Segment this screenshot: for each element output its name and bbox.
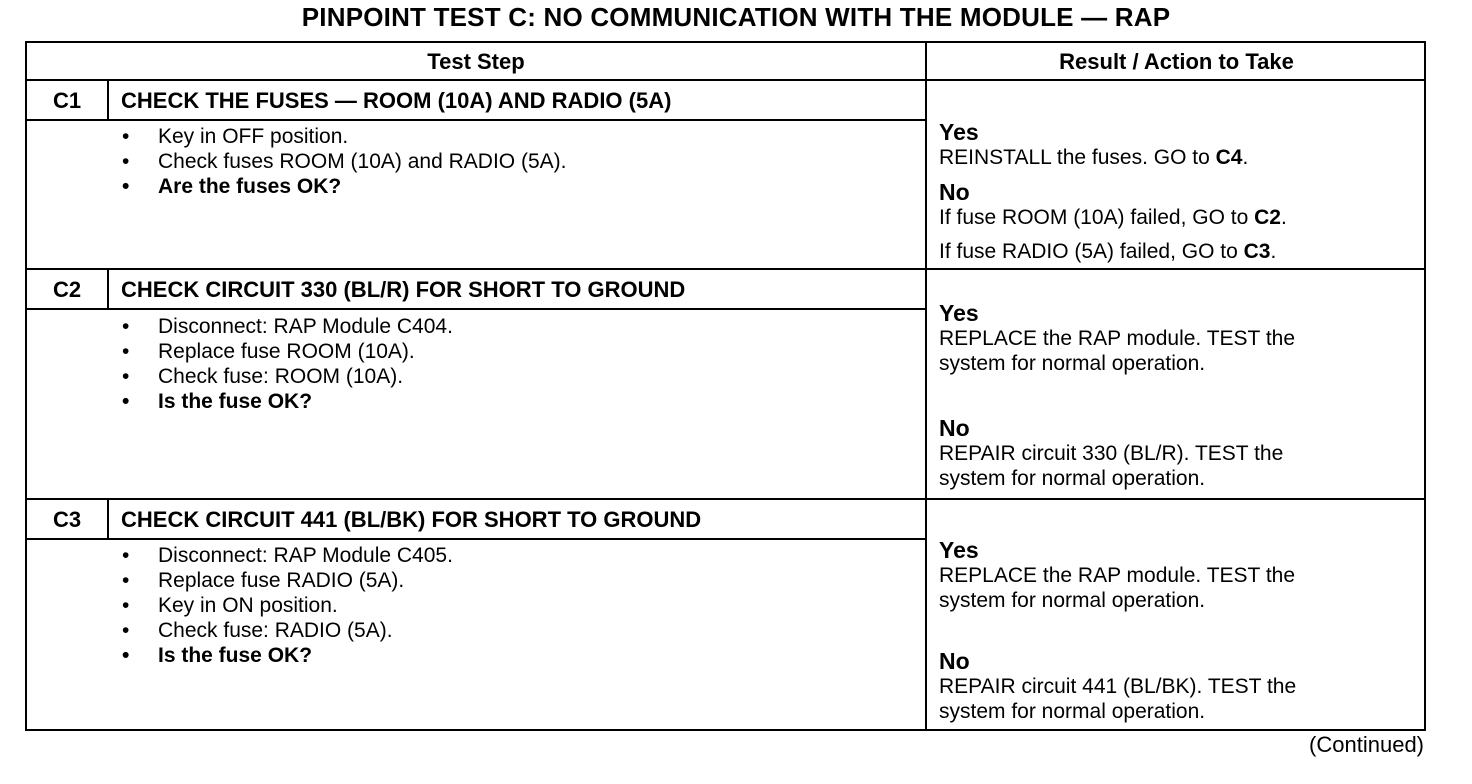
bullet-icon: • <box>122 340 130 363</box>
list-item: • Disconnect: RAP Module C405. <box>122 544 453 567</box>
step-title-underline <box>27 119 925 121</box>
step-id-divider <box>107 81 109 119</box>
no-label: No <box>939 179 970 205</box>
list-item: • Check fuse: RADIO (5A). <box>122 619 393 642</box>
pinpoint-test-table <box>25 41 1426 731</box>
step-title-c3: CHECK CIRCUIT 441 (BL/BK) FOR SHORT TO GROUND <box>121 507 702 532</box>
step-c3-result <box>939 537 1296 724</box>
bullet-icon: • <box>122 594 130 617</box>
step-question: • Is the fuse OK? <box>122 390 313 413</box>
step-id-c1: C1 <box>52 88 82 113</box>
step-title-c1: CHECK THE FUSES — ROOM (10A) AND RADIO (5A) <box>121 88 672 113</box>
continued-note: (Continued) <box>1309 732 1424 757</box>
bullet-icon: • <box>122 644 130 667</box>
step-c1-result <box>939 119 1287 264</box>
step-title-underline <box>27 538 925 540</box>
bullet-icon: • <box>122 569 130 592</box>
list-item: • Replace fuse ROOM (10A). <box>122 340 415 363</box>
column-divider <box>925 43 927 731</box>
list-item: • Check fuse: ROOM (10A). <box>122 365 404 388</box>
no-action-1: REPAIR circuit 330 (BL/R). TEST the <box>939 442 1284 465</box>
list-item: • Key in OFF position. <box>122 125 349 148</box>
no-action-2: system for normal operation. <box>939 467 1206 490</box>
step-c2-instructions <box>122 314 453 414</box>
no-action-1: REPAIR circuit 441 (BL/BK). TEST the <box>939 675 1297 698</box>
step-id-c2: C2 <box>52 277 82 302</box>
header-test-step: Test Step <box>427 49 525 74</box>
no-action-1: If fuse ROOM (10A) failed, GO to C2. <box>939 206 1287 229</box>
no-label: No <box>939 415 970 441</box>
header-divider <box>27 79 1426 81</box>
yes-label: Yes <box>939 119 979 145</box>
bullet-icon: • <box>122 150 130 173</box>
bullet-icon: • <box>122 390 130 413</box>
yes-action-2: system for normal operation. <box>939 589 1206 612</box>
bullet-icon: • <box>122 175 130 198</box>
no-label: No <box>939 648 970 674</box>
step-question: • Are the fuses OK? <box>122 175 342 198</box>
yes-action-1: REPLACE the RAP module. TEST the <box>939 327 1296 350</box>
step-id-divider <box>107 270 109 308</box>
list-item: • Disconnect: RAP Module C404. <box>122 315 453 338</box>
bullet-icon: • <box>122 544 130 567</box>
yes-action: REINSTALL the fuses. GO to C4. <box>939 146 1249 169</box>
step-c3-instructions <box>122 543 453 668</box>
yes-action-2: system for normal operation. <box>939 352 1206 375</box>
step-c2-result <box>939 300 1295 491</box>
yes-label: Yes <box>939 300 979 326</box>
list-item: • Key in ON position. <box>122 594 338 617</box>
bullet-icon: • <box>122 125 130 148</box>
bullet-icon: • <box>122 365 130 388</box>
step-title-c2: CHECK CIRCUIT 330 (BL/R) FOR SHORT TO GROUND <box>121 277 686 302</box>
list-item: • Replace fuse RADIO (5A). <box>122 569 405 592</box>
yes-label: Yes <box>939 537 979 563</box>
bullet-icon: • <box>122 619 130 642</box>
no-action-2: If fuse RADIO (5A) failed, GO to C3. <box>939 240 1277 263</box>
no-action-2: system for normal operation. <box>939 700 1206 723</box>
step-id-c3: C3 <box>52 507 82 532</box>
step-c1-instructions <box>122 124 566 199</box>
page-title: PINPOINT TEST C: NO COMMUNICATION WITH THE MODULE — RAP <box>301 2 1171 32</box>
header-result-action: Result / Action to Take <box>1059 49 1294 74</box>
step-question: • Is the fuse OK? <box>122 644 313 667</box>
row-divider <box>27 268 1426 270</box>
row-divider <box>27 498 1426 500</box>
bullet-icon: • <box>122 315 130 338</box>
list-item: • Check fuses ROOM (10A) and RADIO (5A). <box>122 150 567 173</box>
step-id-divider <box>107 500 109 538</box>
yes-action-1: REPLACE the RAP module. TEST the <box>939 564 1296 587</box>
step-title-underline <box>27 308 925 310</box>
